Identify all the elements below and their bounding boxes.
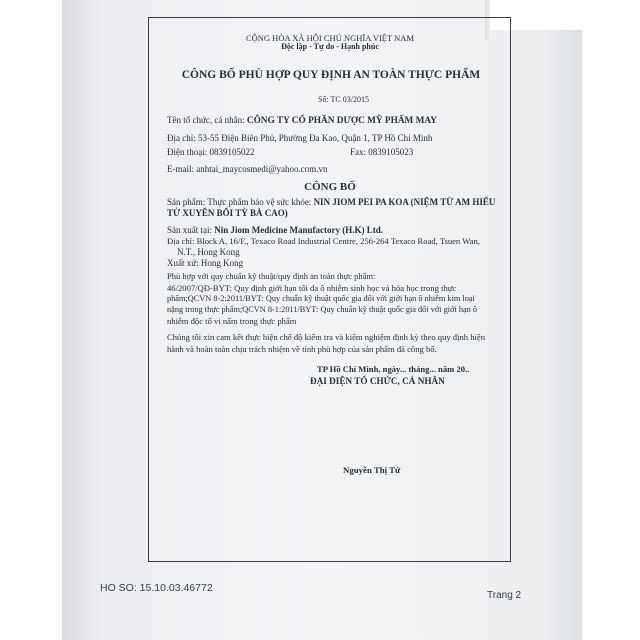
nation-header: CỘNG HÒA XÃ HỘI CHỦ NGHĨA VIỆT NAM: [245, 33, 415, 43]
motto: Độc lập - Tự do - Hạnh phúc: [281, 42, 379, 51]
page-number: Trang 2: [487, 590, 522, 601]
organization-name-value: CÔNG TY CỔ PHẦN DƯỢC MỸ PHẨM MAY: [246, 116, 438, 126]
commitment-line-1: Chúng tôi xin cam kết thực hiện chế độ kiểm tra và kiểm nghiệm định kỳ theo quy định hiện: [167, 332, 486, 342]
organization-name-label: Tên tổ chức, cá nhân:: [167, 115, 247, 125]
manufacturer-value: Nin Jiom Medicine Manufactory (H.K) Ltd.: [214, 225, 383, 235]
organization-fax: Fax: 0839105023: [350, 147, 414, 157]
organization-phone: Điện thoại: 0839105022: [167, 147, 255, 157]
standards-line: phẩm;QCVN 8-2:2011/BYT: Quy chuẩn kỹ thuật quốc gia đối với giới hạn ô nhiễm kim loại: [167, 294, 475, 303]
product-line-2: TỬ XUYÊN BỐI TỲ BÀ CAO): [167, 208, 288, 218]
standards-line: 46/2007/QĐ-BYT: Quy định giới hạn tối đa ô nhiễm sinh học và hóa học trong thực: [167, 283, 457, 293]
signer-name: Nguyễn Thị Tứ: [343, 465, 401, 475]
manufacturer-address-2: N.T., Hong Kong: [177, 247, 240, 257]
background-corner: [490, 0, 640, 30]
organization-name: [167, 116, 437, 126]
organization-email: E-mail: anhtai_maycosmedi@yahoo.com.vn: [167, 164, 328, 174]
standards-line: nhiễm độc tố vi nấm trong thực phẩm: [167, 316, 297, 326]
section-title: CÔNG BỐ: [304, 181, 356, 193]
standards-intro: Phù hợp với quy chuẩn kỹ thuật/quy định an toàn thực phẩm:: [167, 271, 376, 281]
standards-line: nặng trong thực phẩm;QCVN 8-1:2011/BYT: Quy chuẩn kỹ thuật quốc gia đối với giới hạn ô: [167, 305, 478, 314]
representative-title: ĐẠI DIỆN TỔ CHỨC, CÁ NHÂN: [310, 376, 445, 386]
manufacturer-label: Sản xuất tại:: [167, 225, 215, 235]
document-number: Số: TC 03/2015: [318, 95, 369, 104]
product-label: Sản phẩm: Thực phẩm bảo vệ sức khỏe:: [167, 197, 314, 207]
product-value: NIN JIOM PEI PA KOA (NIỆM TỪ AM HIẾU: [313, 197, 496, 207]
product-line-1: [167, 198, 495, 207]
manufacturer-line: [167, 226, 383, 235]
manufacturer-address-1: Địa chỉ: Block A, 16/F., Texaco Road Industrial Centre, 256-264 Texaco Road, Tsuen Wan,: [167, 236, 480, 246]
document-title: CÔNG BỐ PHÙ HỢP QUY ĐỊNH AN TOÀN THỰC PHẨM: [181, 69, 481, 81]
manufacturer-origin: Xuất xứ: Hong Kong: [167, 258, 244, 268]
commitment-line-2: hành và hoàn toàn chịu trách nhiệm về tính phù hợp của sản phẩm đã công bố.: [167, 344, 437, 354]
file-number: HO SO: 15.10.03.46772: [100, 582, 213, 594]
organization-address: Địa chỉ: 53-55 Điện Biên Phủ, Phường Đa Kao, Quận 1, TP Hồ Chí Minh: [167, 133, 433, 143]
place-and-date: TP Hồ Chí Minh, ngày... tháng... năm 20..: [317, 364, 470, 374]
